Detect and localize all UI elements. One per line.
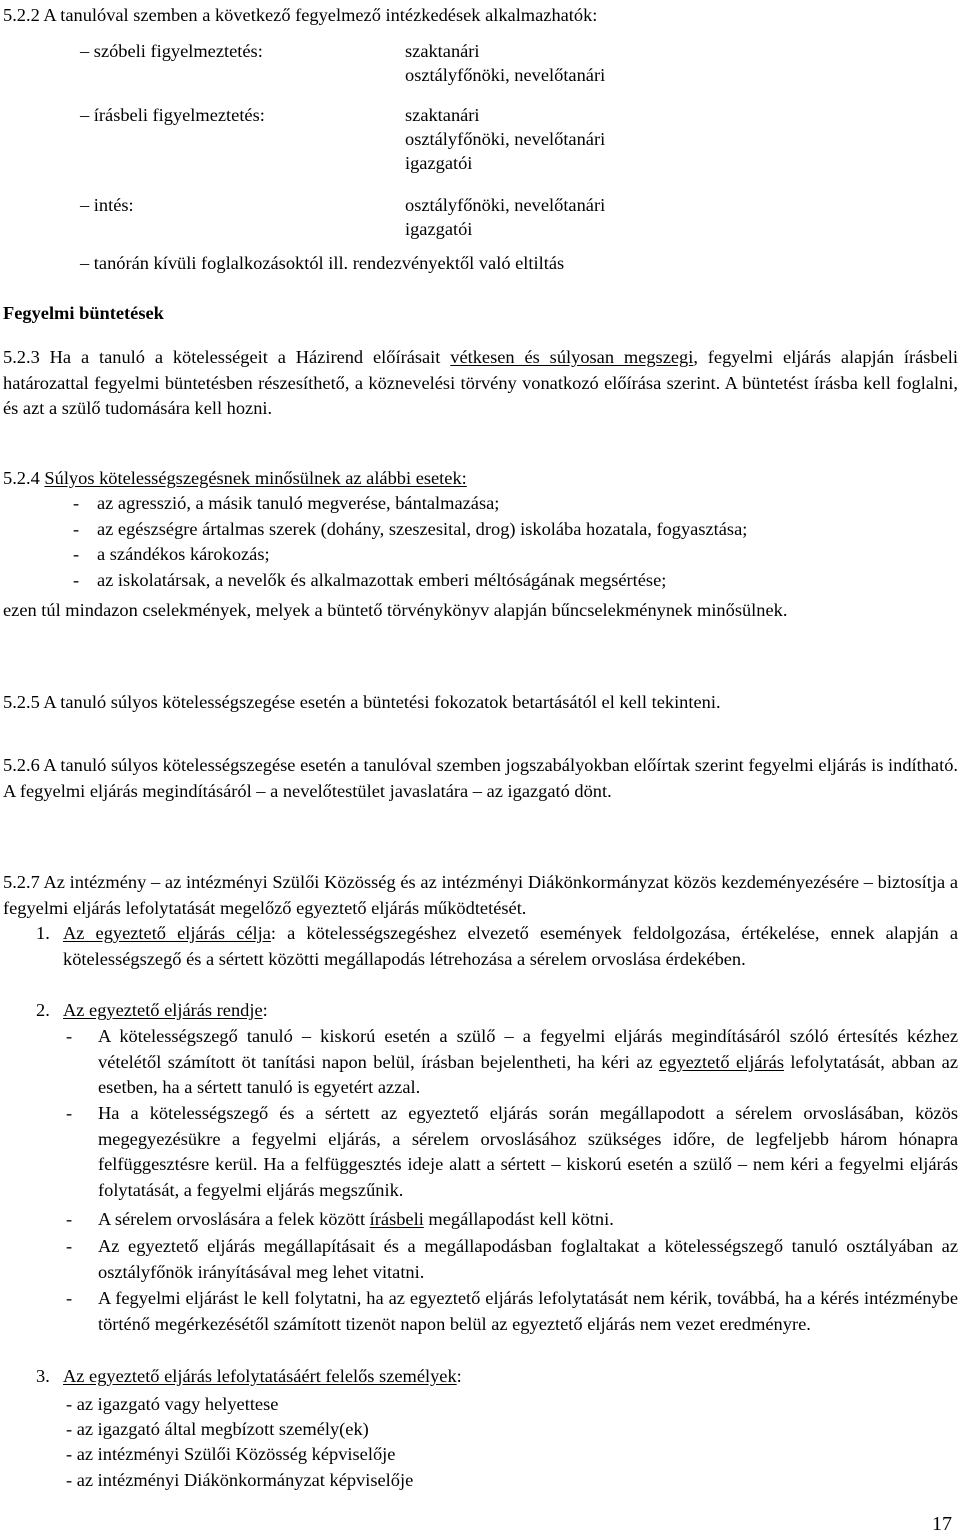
responsible-person: - az intézményi Diákönkormányzat képviselője — [66, 1470, 414, 1490]
row-value: osztályfőnöki, nevelőtanári — [405, 65, 606, 85]
responsible-person: - az igazgató vagy helyettese — [66, 1394, 279, 1414]
section-524-closing: ezen túl mindazon cselekmények, melyek a büntető törvénykönyv alapján bűncselekménynek minősülnek. — [3, 600, 788, 620]
row-exclusion: – tanórán kívüli foglalkozásoktól ill. rendezvényektől való eltiltás — [80, 253, 565, 273]
document-page: 5.2.2 A tanulóval szemben a következő fegyelmező intézkedések alkalmazhatók: – szóbeli figyelmeztetés: szaktanári osztályfőnöki, nevelőtanári – írásbeli figyelmeztetés: szaktanári osztályfőnöki, nevelőtanári igazgatói – intés: osztályfőnöki, nevelőtanári igazgatói – tanórán kívüli foglalkozásoktól ill. rendezvényektől való eltiltás Fegyelmi büntetések 5.2.3 Ha a tanuló a kötelességeit a Házirend előírásait vétkesen és súlyosan megszegi, fegyelmi eljárás alapján írásbeli határozattal fegyelmi büntetésben részesíthető, a köznevelési törvény vonatkozó előírása szerint. A büntetést írásba kell foglalni, és azt a szülő tudomására kell hozni. 5.2.4 Súlyos kötelességszegésnek minősülnek az alábbi esetek: - az agresszió, a másik tanuló megverése, bántalmazása; - az egészségre ártalmas szerek (dohány, szeszesital, drog) iskolába hozatala, fogyasztása; - a szándékos károkozás; - az iskolatársak, a nevelők és alkalmazottak emberi méltóságának megsértése; ezen túl mindazon cselekmények, melyek a büntető törvénykönyv alapján bűncselekménynek minősülnek. 5.2.5 A tanuló súlyos kötelességszegése esetén a büntetési fokozatok betartásától el kell tekinteni. 5.2.6 A tanuló súlyos kötelességszegése esetén a tanulóval szemben jogszabályokban előírtak szerint fegyelmi eljárás is indítható. A fegyelmi eljárás megindításáról – a nevelőtestület javaslatára – az igazgató dönt. 5.2.7 Az intézmény – az intézményi Szülői Közösség és az intézményi Diákönkormányzat közös kezdeményezésére – biztosítja a fegyelmi eljárás lefolytatását megelőző egyeztető eljárás működtetését. 1. Az egyeztető eljárás célja: a kötelességszegéshez elvezető események feldolgozása, értékelése, ennek alapján a kötelességszegő és a sértett közötti megállapodás létrehozása a sérelem orvoslása érdekében. 2. Az egyeztető eljárás rendje: - A kötelességszegő tanuló – kiskorú esetén a szülő – a fegyelmi eljárás megindításáról szóló értesítés kézhez vételétől számított öt tanítási napon belül, írásban bejelentheti, ha kéri az egyeztető eljárás lefolytatását, abban az esetben, ha a sértett tanuló is egyetért azzal. - Ha a kötelességszegő és a sértett az egyeztető eljárás során megállapodott a sérelem orvoslásában, közös megegyezésükre a fegyelmi eljárás, a sérelem orvoslásához szükséges időre, de legfeljebb három hónapra felfüggesztésre kerül. Ha a felfüggesztés ideje alatt a sértett – kiskorú esetén a szülő – nem kéri a fegyelmi eljárás folytatását, a fegyelmi eljárás megszűnik. - A sérelem orvoslására a felek között írásbeli megállapodást kell kötni. - Az egyeztető eljárás megállapításait és a megállapodásban foglaltakat a kötelességszegő tanuló osztályában az osztályfőnök irányításával meg lehet vitatni. - A fegyelmi eljárást le kell folytatni, ha az egyeztető eljárás lefolytatását nem kérik, továbbá, ha a kérés intézménybe történő megérkezésétől számított tizenöt napon belül az egyeztető eljárás nem vezet eredményre. 3. Az egyeztető eljárás lefolytatásáért felelős személyek: - az igazgató vagy helyettese - az igazgató által megbízott személy(ek) - az intézményi Szülői Közösség képviselője - az intézményi Diákönkormányzat képviselője 17 — [3, 5, 959, 1535]
row-value: osztályfőnöki, nevelőtanári — [405, 195, 606, 215]
item3-title: Az egyeztető eljárás lefolytatásáért felelős személyek: — [63, 1366, 462, 1386]
section-527-intro: 5.2.7 Az intézmény – az intézményi Szülői Közösség és az intézményi Diákönkormányzat közös kezdeményezésére – biztosítja a fegyelmi eljárás lefolytatását megelőző egyeztető eljárás működtetését. — [3, 872, 958, 918]
list-item: - az egészségre ártalmas szerek (dohány, szeszesital, drog) iskolába hozatala, fogyasztása; — [73, 519, 748, 539]
row-value: szaktanári — [405, 41, 480, 61]
row-label-written-warning: – írásbeli figyelmeztetés: — [80, 105, 265, 125]
item1-text: Az egyeztető eljárás célja: a kötelességszegéshez elvezető események feldolgozása, értékelése, ennek alapján a kötelességszegő és a sértett közötti megállapodás létrehozása a sérelem orvoslása érdekében. — [63, 923, 958, 969]
procedure-step: A fegyelmi eljárást le kell folytatni, ha az egyeztető eljárás lefolytatását nem kérik, továbbá, ha a kérés intézménybe történő megérkezésétől számított tizenöt napon belül az egyeztető eljárás nem vezet eredményre. — [98, 1288, 958, 1334]
row-value: igazgatói — [405, 153, 473, 173]
row-label-reprimand: – intés: — [80, 195, 134, 215]
section-525: 5.2.5 A tanuló súlyos kötelességszegése esetén a büntetési fokozatok betartásától el kell tekinteni. — [3, 692, 721, 712]
item-number: 2. — [36, 1000, 50, 1020]
row-label-oral-warning: – szóbeli figyelmeztetés: — [80, 41, 263, 61]
item-number: 3. — [36, 1366, 50, 1386]
fegyelmi-heading: Fegyelmi büntetések — [3, 303, 164, 323]
section-522-heading: 5.2.2 A tanulóval szemben a következő fegyelmező intézkedések alkalmazhatók: — [3, 5, 598, 25]
procedure-step: Az egyeztető eljárás megállapításait és a megállapodásban foglaltakat a kötelességszegő tanuló osztályában az osztályfőnök irányításával meg lehet vitatni. — [98, 1236, 958, 1282]
procedure-step: A kötelességszegő tanuló – kiskorú esetén a szülő – a fegyelmi eljárás megindításáról szóló értesítés kézhez vételétől számított öt tanítási napon belül, írásban bejelentheti, ha kéri az egyeztető eljárás lefolytatását, abban az esetben, ha a sértett tanuló is egyetért azzal. — [98, 1026, 959, 1097]
section-526: 5.2.6 A tanuló súlyos kötelességszegése esetén a tanulóval szemben jogszabályokban előírtak szerint fegyelmi eljárás is indítható. A fegyelmi eljárás megindításáról – a nevelőtestület javaslatára – az igazgató dönt. — [3, 755, 958, 801]
page-number: 17 — [932, 1513, 952, 1535]
section-523: 5.2.3 Ha a tanuló a kötelességeit a Házirend előírásait vétkesen és súlyosan megszegi, fegyelmi eljárás alapján írásbeli határozattal fegyelmi büntetésben részesíthető, a köznevelési törvény vonatkozó előírása szerint. A büntetést írásba kell foglalni, és azt a szülő tudomására kell hozni. — [3, 347, 958, 418]
procedure-step: A sérelem orvoslására a felek között írásbeli megállapodást kell kötni. — [98, 1209, 614, 1229]
responsible-person: - az igazgató által megbízott személy(ek) — [66, 1419, 369, 1439]
responsible-person: - az intézményi Szülői Közösség képviselője — [66, 1444, 396, 1464]
row-value: szaktanári — [405, 105, 480, 125]
item2-title: Az egyeztető eljárás rendje: — [63, 1000, 268, 1020]
section-524-heading: 5.2.4 Súlyos kötelességszegésnek minősülnek az alábbi esetek: — [3, 468, 467, 488]
row-value: igazgatói — [405, 219, 473, 239]
procedure-step: Ha a kötelességszegő és a sértett az egyeztető eljárás során megállapodott a sérelem orvoslásában, közös megegyezésükre a fegyelmi eljárás, a sérelem orvoslásához szükséges időre, de legfeljebb három hónapra felfüggesztésre kerül. Ha a felfüggesztés ideje alatt a sértett – kiskorú esetén a szülő – nem kéri a fegyelmi eljárás folytatását, a fegyelmi eljárás megszűnik. — [98, 1103, 958, 1200]
item-number: 1. — [36, 923, 50, 943]
list-item: - az agresszió, a másik tanuló megverése, bántalmazása; — [73, 493, 500, 513]
row-value: osztályfőnöki, nevelőtanári — [405, 129, 606, 149]
list-item: - a szándékos károkozás; — [73, 544, 270, 564]
list-item: - az iskolatársak, a nevelők és alkalmazottak emberi méltóságának megsértése; — [73, 570, 667, 590]
